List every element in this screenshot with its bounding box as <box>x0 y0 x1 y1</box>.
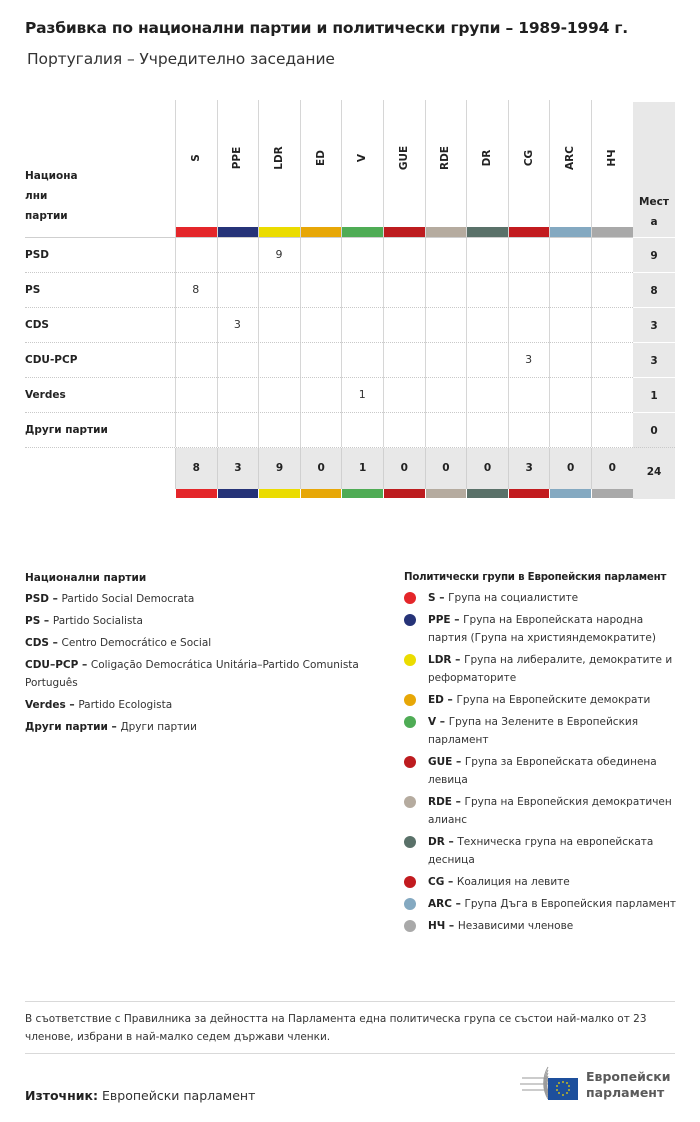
seat-cell: 3 <box>233 318 241 331</box>
group-color-dot-icon <box>404 756 416 768</box>
legend-item: DR – Техническа група на европейската десница <box>404 833 684 869</box>
group-color-dot-icon <box>404 614 416 626</box>
group-color-bar <box>426 227 467 237</box>
row-total: 1 <box>633 377 675 413</box>
row-total: 3 <box>633 342 675 378</box>
group-color-bar <box>509 227 550 237</box>
legend-item: PS – Partido Socialista <box>25 615 143 627</box>
seat-cell: 9 <box>275 248 283 261</box>
legend-title: Национални партии <box>25 572 147 584</box>
logo-line: Европейски <box>586 1069 671 1084</box>
legend-name: Независими членове <box>457 920 574 932</box>
column-total: 3 <box>217 448 259 489</box>
legend-code: DR <box>428 836 445 848</box>
column-header-arc <box>549 100 591 227</box>
table-row <box>25 412 675 447</box>
legend-item: PPE – Група на Европейската народна партия (Група на християндемократите) <box>404 611 684 647</box>
legend-code: НЧ <box>428 920 446 932</box>
legend-code: ARC <box>428 898 452 910</box>
legend-item: GUE – Група за Европейската обединена левица <box>404 753 684 789</box>
source-label: Източник: <box>25 1088 99 1103</box>
party-label: Други партии <box>25 424 108 436</box>
column-header-label: ARC <box>564 146 577 170</box>
legend-code: V <box>428 716 437 728</box>
row-total: 3 <box>633 307 675 343</box>
group-color-bar <box>467 227 508 237</box>
column-header-label: RDE <box>439 146 452 170</box>
source-value: Европейски парламент <box>102 1088 256 1103</box>
legend-item: V – Група на Зелените в Европейския парламент <box>404 713 684 749</box>
party-label: CDU-PCP <box>25 354 78 366</box>
seats-header-label <box>633 192 675 232</box>
column-header-label: ED <box>314 150 327 166</box>
legend-name: Група на Европейския демократичен алианс <box>428 796 672 826</box>
table-row <box>25 377 675 412</box>
legend-item: Други партии – Други партии <box>25 721 197 733</box>
row-header-line: Национа <box>25 170 78 182</box>
column-header-ppe <box>217 100 259 227</box>
legend-name: Centro Democrático e Social <box>61 637 212 649</box>
legend-item: ED – Група на Европейските демократи <box>404 691 684 709</box>
column-total: 0 <box>466 448 508 489</box>
row-total: 9 <box>633 237 675 273</box>
legend-item: LDR – Група на либералите, демократите и реформаторите <box>404 651 684 687</box>
group-color-dot-icon <box>404 694 416 706</box>
column-total: 9 <box>258 448 300 489</box>
legend-name: Други партии <box>120 721 197 733</box>
group-color-bar <box>550 227 591 237</box>
column-header-s <box>175 100 217 227</box>
party-label: CDS <box>25 319 49 331</box>
legend-code: PSD <box>25 593 49 605</box>
column-header-label: LDR <box>272 146 285 170</box>
legend-name: Partido Social Democrata <box>61 593 195 605</box>
group-color-bar <box>259 227 300 237</box>
legend-code: Други партии <box>25 721 108 733</box>
column-total: 0 <box>549 448 591 489</box>
column-header-ed <box>300 100 342 227</box>
table-row <box>25 272 675 307</box>
legend-code: CDU–PCP <box>25 659 79 671</box>
group-color-bar <box>176 227 217 237</box>
legend-name: Техническа група на европейската десница <box>428 836 654 866</box>
legend-item: PSD – Partido Social Democrata <box>25 593 195 605</box>
legend-code: CDS <box>25 637 49 649</box>
legend-code: PS <box>25 615 41 627</box>
column-header-rde <box>425 100 467 227</box>
table-row <box>25 342 675 377</box>
legend-item: S – Група на социалистите <box>404 589 684 607</box>
legend-name: Група на Зелените в Европейския парламент <box>428 716 639 746</box>
row-total: 8 <box>633 272 675 308</box>
legend-item: НЧ – Независими членове <box>404 917 684 935</box>
column-header-label: CG <box>522 149 535 167</box>
footnote: В съответствие с Правилника за дейността на Парламента една политическа група се състои най-малко от 23 членове, избрани в най-малко седем държави членки. <box>25 1013 647 1043</box>
legend-name: Група Дъга в Европейския парламент <box>464 898 676 910</box>
column-total: 3 <box>508 448 550 489</box>
political-groups-legend <box>404 572 684 939</box>
legend-item: Verdes – Partido Ecologista <box>25 699 173 711</box>
column-header-cg <box>508 100 550 227</box>
legend-code: ED <box>428 694 444 706</box>
legend-name: Група на Европейските демократи <box>456 694 651 706</box>
party-label: Verdes <box>25 389 66 401</box>
group-color-dot-icon <box>404 716 416 728</box>
row-header-line: партии <box>25 210 68 222</box>
legend-code: S <box>428 592 436 604</box>
group-color-bar <box>301 227 342 237</box>
divider <box>25 1053 675 1054</box>
column-header-v <box>341 100 383 227</box>
legend-code: PPE <box>428 614 451 626</box>
group-color-dot-icon <box>404 654 416 666</box>
page-subtitle: Португалия – Учредително заседание <box>27 50 335 68</box>
group-color-bar <box>592 227 633 237</box>
group-color-bar <box>342 227 383 237</box>
group-color-dot-icon <box>404 836 416 848</box>
seat-cell: 1 <box>358 388 366 401</box>
legend-name: Група на социалистите <box>448 592 579 604</box>
column-header-dr <box>466 100 508 227</box>
group-color-bar <box>384 227 425 237</box>
seat-cell: 3 <box>525 353 533 366</box>
row-header-label <box>25 166 85 226</box>
legend-name: Група за Европейската обединена левица <box>428 756 657 786</box>
column-header-label: S <box>189 154 202 162</box>
legend-title: Политически групи в Европейския парламент <box>404 572 667 583</box>
column-total: 8 <box>175 448 217 489</box>
column-total: 1 <box>341 448 383 489</box>
column-total: 0 <box>425 448 467 489</box>
legend-name: Partido Socialista <box>52 615 143 627</box>
row-total: 0 <box>633 412 675 448</box>
column-header-нч <box>591 100 633 227</box>
legend-code: LDR <box>428 654 452 666</box>
legend-code: Verdes <box>25 699 66 711</box>
group-color-dot-icon <box>404 796 416 808</box>
seats-header-line: Мест <box>639 196 669 208</box>
group-color-bar <box>218 227 259 237</box>
grand-total: 24 <box>633 448 675 499</box>
column-header-gue <box>383 100 425 227</box>
column-header-label: НЧ <box>605 149 618 167</box>
column-header-label: V <box>356 153 369 163</box>
group-color-dot-icon <box>404 898 416 910</box>
legend-code: RDE <box>428 796 452 808</box>
legend-item: CDU–PCP – Coligação Democrática Unitária–Partido Comunista Português <box>25 659 359 689</box>
national-parties-legend <box>25 572 385 740</box>
page-title: Разбивка по национални партии и политически групи – 1989-1994 г. <box>25 19 628 37</box>
divider <box>25 1001 675 1002</box>
column-header-label: PPE <box>231 146 244 170</box>
column-header-label: DR <box>480 149 493 167</box>
seat-cell: 8 <box>192 283 200 296</box>
group-color-dot-icon <box>404 592 416 604</box>
legend-name: Partido Ecologista <box>78 699 173 711</box>
group-color-dot-icon <box>404 920 416 932</box>
legend-name: Група на либералите, демократите и реформаторите <box>428 654 673 684</box>
logo-text <box>586 1069 671 1101</box>
column-header-label: GUE <box>397 145 410 171</box>
party-label: PS <box>25 284 41 296</box>
legend-item: ARC – Група Дъга в Европейския парламент <box>404 895 684 913</box>
table-row <box>25 237 675 272</box>
logo-line: парламент <box>586 1085 665 1100</box>
legend-item: RDE – Група на Европейския демократичен алианс <box>404 793 684 829</box>
legend-code: GUE <box>428 756 453 768</box>
column-total: 0 <box>383 448 425 489</box>
party-label: PSD <box>25 249 49 261</box>
table-row <box>25 307 675 342</box>
legend-name: Coligação Democrática Unitária–Partido Comunista Português <box>25 659 359 689</box>
column-header-ldr <box>258 100 300 227</box>
column-total: 0 <box>300 448 342 489</box>
legend-item: CDS – Centro Democrático e Social <box>25 637 212 649</box>
column-total: 0 <box>591 448 633 489</box>
seats-column-header <box>633 102 675 237</box>
group-color-dot-icon <box>404 876 416 888</box>
legend-code: CG <box>428 876 445 888</box>
legend-name: Коалиция на левите <box>456 876 570 888</box>
row-header-line: лни <box>25 190 48 202</box>
legend-name: Група на Европейската народна партия (Група на християндемократите) <box>428 614 656 644</box>
ep-logo <box>514 1064 679 1104</box>
legend-item: CG – Коалиция на левите <box>404 873 684 891</box>
source-line <box>25 1088 255 1103</box>
seats-header-line: а <box>650 216 658 228</box>
parliament-hemicycle-icon <box>514 1064 580 1102</box>
totals-row <box>25 447 675 498</box>
